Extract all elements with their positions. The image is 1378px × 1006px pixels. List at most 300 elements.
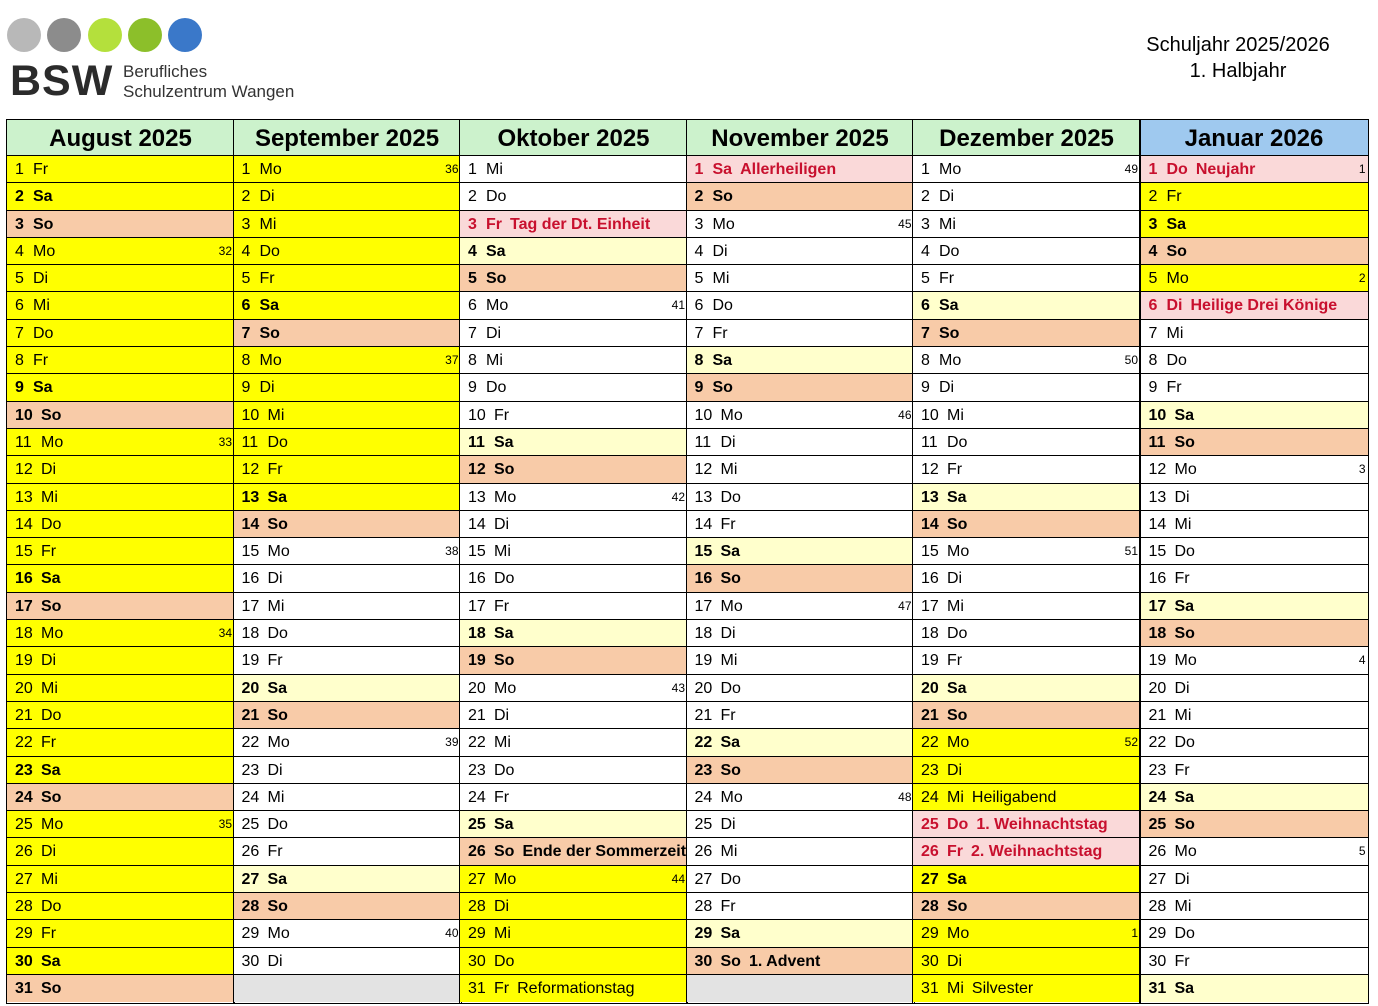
day-row xyxy=(687,156,914,183)
day-number: 14 xyxy=(241,515,260,533)
day-row xyxy=(460,211,687,238)
calendar-week-number: 39 xyxy=(445,735,459,750)
day-row xyxy=(7,647,234,674)
day-number: 2 xyxy=(694,188,704,206)
day-row xyxy=(687,729,914,756)
empty-day-cell xyxy=(687,975,914,1002)
day-row xyxy=(687,675,914,702)
day-number: 23 xyxy=(694,761,713,779)
day-row xyxy=(234,511,461,538)
weekday-label: Fr xyxy=(494,406,510,424)
day-number: 21 xyxy=(921,706,939,724)
weekday-label: Mi xyxy=(259,215,277,233)
day-row xyxy=(687,238,914,265)
weekday-label: So xyxy=(494,843,515,861)
day-number: 7 xyxy=(921,324,930,342)
weekday-label: Di xyxy=(267,952,283,970)
day-number: 26 xyxy=(468,843,486,861)
day-number: 21 xyxy=(15,706,33,724)
weekday-label: So xyxy=(1174,816,1195,834)
day-number: 13 xyxy=(15,488,33,506)
weekday-label: Mi xyxy=(947,788,964,806)
weekday-label: Do xyxy=(41,706,62,724)
day-row xyxy=(913,647,1140,674)
day-number: 23 xyxy=(468,761,486,779)
day-row xyxy=(460,975,687,1002)
weekday-label: Di xyxy=(939,379,955,397)
day-row xyxy=(687,292,914,319)
day-number: 18 xyxy=(694,625,713,643)
day-number: 10 xyxy=(921,406,939,424)
day-number: 12 xyxy=(694,461,713,479)
weekday-label: Sa xyxy=(1166,215,1187,233)
day-number: 23 xyxy=(15,761,33,779)
day-number: 17 xyxy=(921,597,939,615)
day-row xyxy=(1141,620,1368,647)
day-number: 22 xyxy=(468,734,486,752)
weekday-label: Mi xyxy=(1174,706,1192,724)
day-number: 10 xyxy=(15,406,33,424)
weekday-label: Fr xyxy=(41,543,57,561)
day-number: 29 xyxy=(468,925,486,943)
weekday-label: Do xyxy=(494,952,515,970)
day-number: 15 xyxy=(468,543,486,561)
day-row xyxy=(234,538,461,565)
day-number: 5 xyxy=(921,270,930,288)
day-row xyxy=(7,238,234,265)
day-number: 15 xyxy=(921,543,939,561)
weekday-label: Mi xyxy=(720,652,738,670)
day-number: 1 xyxy=(1148,161,1158,178)
day-note: Neujahr xyxy=(1195,161,1256,178)
weekday-label: Sa xyxy=(494,625,514,643)
weekday-label: Do xyxy=(1166,161,1188,178)
day-number: 8 xyxy=(694,352,704,370)
calendar-week-number: 40 xyxy=(445,926,459,941)
day-row xyxy=(234,729,461,756)
day-number: 19 xyxy=(468,652,486,670)
day-number: 18 xyxy=(1148,625,1167,643)
weekday-label: Mi xyxy=(947,406,964,424)
weekday-label: Di xyxy=(494,515,510,533)
day-row xyxy=(234,675,461,702)
day-row xyxy=(687,402,914,429)
day-row xyxy=(234,702,461,729)
day-number: 8 xyxy=(921,352,930,370)
day-row xyxy=(7,565,234,592)
day-number: 3 xyxy=(468,215,477,233)
half-year-title: 1. Halbjahr xyxy=(1189,60,1287,82)
weekday-label: Fr xyxy=(947,843,963,861)
day-number: 13 xyxy=(921,488,939,506)
day-number: 29 xyxy=(1148,925,1167,943)
day-row xyxy=(1141,265,1368,292)
day-number: 17 xyxy=(468,597,486,615)
weekday-label: Di xyxy=(267,761,283,779)
day-row xyxy=(460,948,687,975)
weekday-label: Di xyxy=(1174,488,1190,506)
day-row xyxy=(913,538,1140,565)
day-row xyxy=(7,538,234,565)
weekday-label: So xyxy=(267,898,288,916)
day-number: 15 xyxy=(1148,543,1167,561)
day-row xyxy=(234,620,461,647)
weekday-label: So xyxy=(41,406,62,424)
weekday-label: Do xyxy=(939,242,960,260)
day-number: 10 xyxy=(694,406,713,424)
day-number: 30 xyxy=(1148,952,1167,970)
weekday-label: Mo xyxy=(259,161,282,178)
weekday-label: Fr xyxy=(720,515,736,533)
weekday-label: Di xyxy=(720,625,736,643)
weekday-label: Di xyxy=(494,898,510,916)
day-number: 1 xyxy=(15,161,24,178)
weekday-label: So xyxy=(41,788,62,806)
day-number: 11 xyxy=(15,433,32,451)
weekday-label: Fr xyxy=(41,734,57,752)
day-note: 1. Advent xyxy=(748,952,821,970)
day-number: 2 xyxy=(921,188,930,206)
weekday-label: Sa xyxy=(33,379,53,397)
weekday-label: Mi xyxy=(494,925,511,943)
day-number: 30 xyxy=(241,952,260,970)
day-row xyxy=(1141,866,1368,893)
weekday-label: Mo xyxy=(939,352,962,370)
calendar-week-number: 4 xyxy=(1358,653,1366,668)
day-number: 9 xyxy=(241,379,251,397)
day-number: 14 xyxy=(921,515,939,533)
weekday-label: Do xyxy=(712,297,733,315)
day-number: 5 xyxy=(694,270,704,288)
day-number: 11 xyxy=(921,433,938,451)
day-row xyxy=(234,811,461,838)
weekday-label: Do xyxy=(947,625,968,643)
weekday-label: Do xyxy=(486,379,507,397)
day-row xyxy=(460,620,687,647)
weekday-label: So xyxy=(41,597,62,615)
weekday-label: So xyxy=(947,706,968,724)
weekday-label: Mo xyxy=(494,679,517,697)
day-number: 28 xyxy=(15,898,33,916)
logo-abbr: BSW xyxy=(10,57,114,105)
calendar-week-number: 47 xyxy=(898,598,912,613)
weekday-label: So xyxy=(41,979,62,997)
day-number: 20 xyxy=(1148,679,1167,697)
weekday-label: Di xyxy=(720,433,736,451)
calendar-week-number: 46 xyxy=(898,407,912,422)
day-number: 8 xyxy=(241,352,251,370)
calendar-week-number: 3 xyxy=(1358,462,1366,477)
day-number: 29 xyxy=(921,925,939,943)
day-number: 18 xyxy=(241,625,260,643)
weekday-label: Fr xyxy=(712,324,728,342)
weekday-label: Do xyxy=(267,433,288,451)
day-row xyxy=(913,893,1140,920)
weekday-label: Mo xyxy=(712,215,735,233)
day-number: 20 xyxy=(921,679,939,697)
weekday-label: Sa xyxy=(712,161,733,178)
day-row xyxy=(460,347,687,374)
day-number: 12 xyxy=(921,461,939,479)
day-number: 25 xyxy=(921,816,939,834)
weekday-label: Sa xyxy=(939,297,959,315)
day-number: 26 xyxy=(694,843,713,861)
day-row xyxy=(913,702,1140,729)
weekday-label: Fr xyxy=(939,270,955,288)
day-number: 22 xyxy=(15,734,33,752)
weekday-label: Mi xyxy=(1174,515,1192,533)
day-row xyxy=(7,948,234,975)
day-row xyxy=(7,320,234,347)
day-row xyxy=(460,320,687,347)
day-number: 16 xyxy=(921,570,939,588)
day-number: 6 xyxy=(241,297,251,315)
weekday-label: Do xyxy=(1174,543,1195,561)
day-row xyxy=(1141,456,1368,483)
weekday-label: Mi xyxy=(494,734,511,752)
day-number: 22 xyxy=(921,734,939,752)
day-number: 1 xyxy=(241,161,251,178)
day-row xyxy=(234,320,461,347)
day-number: 18 xyxy=(468,625,486,643)
day-number: 7 xyxy=(241,324,251,342)
day-number: 20 xyxy=(694,679,713,697)
day-row xyxy=(1141,320,1368,347)
day-row xyxy=(687,456,914,483)
day-row xyxy=(1141,811,1368,838)
weekday-label: Di xyxy=(720,816,736,834)
day-row xyxy=(460,238,687,265)
calendar-week-number: 45 xyxy=(898,216,912,231)
weekday-label: Sa xyxy=(486,242,506,260)
weekday-label: Do xyxy=(267,625,288,643)
day-number: 11 xyxy=(241,433,259,451)
day-number: 9 xyxy=(694,379,704,397)
day-row xyxy=(1141,292,1368,319)
day-row xyxy=(460,374,687,401)
day-row xyxy=(1141,238,1368,265)
weekday-label: Di xyxy=(259,379,275,397)
day-row xyxy=(913,265,1140,292)
day-row xyxy=(1141,757,1368,784)
day-number: 30 xyxy=(694,952,713,970)
weekday-label: Di xyxy=(1174,679,1190,697)
weekday-label: Sa xyxy=(1174,597,1195,615)
day-number: 24 xyxy=(694,788,713,806)
day-row xyxy=(7,975,234,1002)
month-header: Dezember 2025 xyxy=(913,119,1140,156)
day-row xyxy=(7,702,234,729)
weekday-label: Mi xyxy=(939,215,956,233)
day-number: 4 xyxy=(1148,242,1158,260)
day-row xyxy=(1141,565,1368,592)
day-row xyxy=(460,429,687,456)
day-row xyxy=(1141,838,1368,865)
month-column xyxy=(233,119,462,1004)
day-row xyxy=(7,374,234,401)
weekday-label: Sa xyxy=(267,488,288,506)
day-row xyxy=(7,620,234,647)
day-row xyxy=(687,702,914,729)
weekday-label: Sa xyxy=(1174,979,1195,997)
day-number: 24 xyxy=(241,788,260,806)
weekday-label: Sa xyxy=(494,433,514,451)
day-row xyxy=(460,456,687,483)
day-number: 9 xyxy=(15,379,24,397)
day-number: 17 xyxy=(1148,597,1167,615)
day-number: 8 xyxy=(15,352,24,370)
day-row xyxy=(460,920,687,947)
day-number: 16 xyxy=(694,570,713,588)
weekday-label: Mi xyxy=(41,870,58,888)
day-row xyxy=(1141,675,1368,702)
weekday-label: Mo xyxy=(1174,461,1197,479)
day-number: 19 xyxy=(694,652,713,670)
day-row xyxy=(913,292,1140,319)
day-row xyxy=(234,238,461,265)
day-number: 13 xyxy=(241,488,260,506)
day-row xyxy=(460,866,687,893)
weekday-label: Mo xyxy=(267,543,290,561)
weekday-label: Mo xyxy=(1166,270,1189,288)
day-row xyxy=(687,893,914,920)
day-number: 24 xyxy=(1148,788,1167,806)
weekday-label: Fr xyxy=(267,461,283,479)
day-row xyxy=(1141,784,1368,811)
day-number: 1 xyxy=(694,161,704,178)
day-number: 19 xyxy=(241,652,260,670)
day-number: 3 xyxy=(921,215,930,233)
weekday-label: Di xyxy=(947,761,963,779)
day-row xyxy=(234,292,461,319)
weekday-label: Fr xyxy=(494,979,510,997)
day-number: 11 xyxy=(1148,433,1166,451)
day-row xyxy=(460,702,687,729)
weekday-label: Do xyxy=(720,679,741,697)
month-column xyxy=(686,119,915,1004)
day-row xyxy=(460,784,687,811)
day-row xyxy=(913,211,1140,238)
day-number: 4 xyxy=(241,242,251,260)
weekday-label: Fr xyxy=(259,270,275,288)
day-row xyxy=(460,183,687,210)
calendar-week-number: 37 xyxy=(445,353,459,368)
weekday-label: So xyxy=(712,379,733,397)
day-number: 7 xyxy=(694,324,704,342)
weekday-label: Mo xyxy=(494,870,517,888)
day-number: 10 xyxy=(1148,406,1167,424)
day-number: 14 xyxy=(1148,515,1167,533)
day-note: Silvester xyxy=(971,979,1034,997)
weekday-label: Do xyxy=(1166,352,1187,370)
day-number: 3 xyxy=(694,215,704,233)
weekday-label: Do xyxy=(486,188,507,206)
weekday-label: Do xyxy=(1174,734,1195,752)
weekday-label: Sa xyxy=(267,679,288,697)
day-row xyxy=(1141,429,1368,456)
weekday-label: Mi xyxy=(486,161,503,178)
day-number: 5 xyxy=(241,270,251,288)
day-row xyxy=(687,183,914,210)
day-row xyxy=(7,893,234,920)
day-row xyxy=(460,893,687,920)
day-row xyxy=(913,675,1140,702)
day-number: 17 xyxy=(15,597,33,615)
day-number: 9 xyxy=(468,379,477,397)
day-row xyxy=(7,593,234,620)
day-number: 16 xyxy=(241,570,260,588)
day-row xyxy=(1141,647,1368,674)
day-number: 16 xyxy=(1148,570,1167,588)
day-row xyxy=(687,757,914,784)
day-number: 26 xyxy=(1148,843,1167,861)
day-row xyxy=(687,593,914,620)
weekday-label: Sa xyxy=(1174,406,1195,424)
day-row xyxy=(687,866,914,893)
day-number: 12 xyxy=(468,461,486,479)
calendar-week-number: 32 xyxy=(218,243,232,258)
day-number: 8 xyxy=(1148,352,1158,370)
day-row xyxy=(234,456,461,483)
day-row xyxy=(7,866,234,893)
day-row xyxy=(687,429,914,456)
day-number: 17 xyxy=(241,597,260,615)
day-number: 14 xyxy=(694,515,713,533)
day-number: 29 xyxy=(15,925,33,943)
calendar-week-number: 1 xyxy=(1358,162,1366,176)
weekday-label: Mo xyxy=(267,925,290,943)
day-row xyxy=(7,156,234,183)
day-number: 24 xyxy=(468,788,486,806)
day-number: 29 xyxy=(694,925,713,943)
day-number: 12 xyxy=(1148,461,1167,479)
day-row xyxy=(1141,347,1368,374)
weekday-label: Di xyxy=(712,242,728,260)
day-number: 9 xyxy=(921,379,930,397)
day-row xyxy=(234,565,461,592)
day-row xyxy=(460,757,687,784)
day-number: 30 xyxy=(468,952,486,970)
day-row xyxy=(1141,729,1368,756)
day-row xyxy=(234,893,461,920)
weekday-label: Sa xyxy=(41,570,61,588)
weekday-label: Mo xyxy=(1174,843,1197,861)
calendar-week-number: 50 xyxy=(1124,353,1138,368)
weekday-label: So xyxy=(494,461,515,479)
calendar-week-number: 38 xyxy=(445,544,459,559)
day-row xyxy=(913,784,1140,811)
day-note: Ende der Sommerzeit xyxy=(522,843,687,861)
weekday-label: Sa xyxy=(267,870,288,888)
day-number: 14 xyxy=(15,515,33,533)
day-row xyxy=(913,757,1140,784)
day-row xyxy=(913,402,1140,429)
day-number: 19 xyxy=(921,652,939,670)
weekday-label: Mi xyxy=(712,270,730,288)
day-row xyxy=(1141,948,1368,975)
day-row xyxy=(913,975,1140,1002)
weekday-label: Sa xyxy=(41,952,61,970)
month-column xyxy=(912,119,1141,1004)
day-row xyxy=(1141,893,1368,920)
day-row xyxy=(687,838,914,865)
day-number: 6 xyxy=(1148,297,1158,315)
weekday-label: Mo xyxy=(720,597,743,615)
day-row xyxy=(7,347,234,374)
weekday-label: So xyxy=(486,270,507,288)
day-row xyxy=(687,811,914,838)
month-header: Oktober 2025 xyxy=(460,119,687,156)
